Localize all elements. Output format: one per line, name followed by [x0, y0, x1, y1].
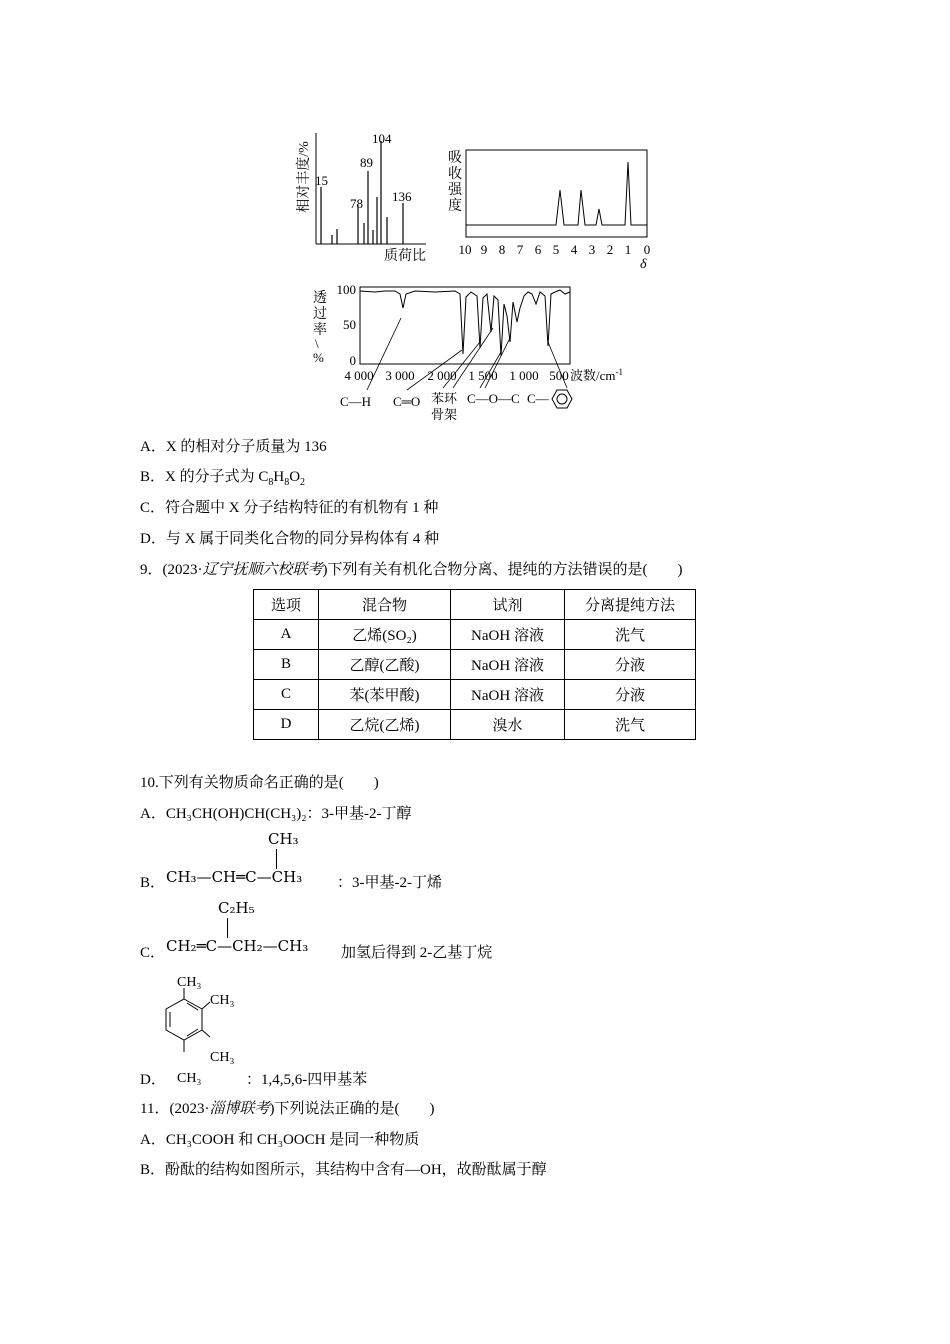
q10-option-b-structure [166, 830, 346, 894]
cell-reagent: NaOH 溶液 [451, 680, 565, 710]
q10-option-d-name: ：1,4,5,6-四甲基苯 [246, 1072, 368, 1088]
ir-spectrum [305, 282, 650, 427]
nmr-xlabel: δ [640, 257, 647, 270]
table-row [254, 620, 696, 650]
cell-mixture: 苯(苯甲酸) [319, 680, 451, 710]
nmr-tick-7: 7 [516, 242, 524, 257]
b-vertical-bond [276, 849, 277, 869]
ir-ytick-100: 100 [336, 282, 356, 297]
nmr-ylabel-4: 度 [448, 199, 462, 214]
ir-annot-ch: C—H [340, 394, 372, 409]
q11-stem: 11．(2023·淄博联考)下列说法正确的是( ) [140, 1101, 435, 1117]
q11-option-b: B．酚酞的结构如图所示，其结构中含有—OH，故酚酞属于醇 [140, 1162, 547, 1178]
q9-stem: 9．(2023·辽宁抚顺六校联考)下列有关有机化合物分离、提纯的方法错误的是( ) [140, 562, 683, 578]
header-reagent: 试剂 [451, 590, 565, 620]
cell-mixture: 乙醇(乙酸) [319, 650, 451, 680]
nmr-tick-3: 3 [588, 242, 596, 257]
q8-option-d: D．与 X 属于同类化合物的同分异构体有 4 种 [140, 531, 440, 547]
cell-mixture: 乙烷(乙烯) [319, 710, 451, 740]
nmr-tick-1: 1 [624, 242, 632, 257]
cell-reagent: NaOH 溶液 [451, 620, 565, 650]
ir-xtick-3000: 3 000 [385, 368, 415, 383]
ir-xtick-4000: 4 000 [344, 368, 374, 383]
cell-option: B [254, 650, 319, 680]
ir-annot-cph: C— [527, 391, 549, 406]
cell-method: 洗气 [565, 620, 696, 650]
nmr-tick-2: 2 [606, 242, 614, 257]
mass-spectrum [290, 125, 440, 267]
nmr-tick-8: 8 [498, 242, 506, 257]
c-main-chain: CH₂═C—CH₂—CH₃ [166, 937, 309, 955]
ir-xtick-500: 500 [549, 368, 569, 383]
q8-option-c: C．符合题中 X 分子结构特征的有机物有 1 种 [140, 500, 439, 516]
c-top-substituent: C₂H₅ [218, 899, 255, 917]
ms-peak-label-78: 78 [350, 196, 363, 211]
ir-xlabel: 波数$/cm^{-1}$ [570, 367, 623, 383]
table-row [254, 680, 696, 710]
d-methyl-2: CH₃ [210, 993, 235, 1008]
q10-option-c-label: C． [140, 945, 166, 961]
nmr-ylabel-1: 吸 [448, 151, 462, 166]
nmr-tick-6: 6 [534, 242, 542, 257]
header-option: 选项 [254, 590, 319, 620]
cell-reagent: 溴水 [451, 710, 565, 740]
table-row [254, 710, 696, 740]
q10-option-c-structure [166, 899, 346, 963]
ms-peak-label-136: 136 [392, 189, 412, 204]
cell-reagent: NaOH 溶液 [451, 650, 565, 680]
q10-option-d-label: D． [140, 1072, 166, 1088]
nmr-tick-5: 5 [552, 242, 560, 257]
q10-option-b-label: B． [140, 875, 166, 891]
b-top-substituent: CH₃ [268, 830, 299, 848]
ir-xtick-1500: 1 500 [468, 368, 498, 383]
ms-peak-label-89: 89 [360, 155, 373, 170]
nmr-spectrum [444, 140, 660, 270]
nmr-trace [466, 162, 647, 225]
cell-method: 分液 [565, 650, 696, 680]
ir-xtick-1000: 1 000 [509, 368, 539, 383]
ir-annot-ring1: 苯环 [431, 391, 458, 406]
c-vertical-bond [227, 918, 228, 938]
ms-peak-label-15: 15 [315, 173, 328, 188]
ir-ylabel-5: % [313, 350, 324, 365]
ir-ylabel-1: 透 [313, 291, 327, 306]
q10-stem: 10.下列有关物质命名正确的是( ) [140, 775, 379, 791]
cell-option: A [254, 620, 319, 650]
q11-option-a: A．CH₃COOH 和 CH₃OOCH 是同一种物质 [140, 1132, 420, 1148]
ms-ylabel: 相对丰度/% [297, 141, 312, 213]
ir-xtick-2000: 2 000 [427, 368, 457, 383]
d-methyl-1: CH₃ [177, 975, 202, 990]
ir-ytick-50: 50 [343, 317, 356, 332]
separation-table [253, 589, 696, 740]
nmr-ylabel-2: 收 [448, 167, 462, 182]
ir-annot-co: C═O [393, 394, 421, 409]
header-mixture: 混合物 [319, 590, 451, 620]
d-methyl-3: CH₃ [210, 1050, 235, 1065]
b-main-chain: CH₃—CH═C—CH₃ [166, 868, 303, 886]
nmr-ylabel-3: 强 [448, 183, 462, 198]
nmr-tick-0: 0 [643, 242, 651, 257]
nmr-tick-4: 4 [570, 242, 578, 257]
ir-ytick-0: 0 [349, 353, 356, 368]
ir-ylabel-3: 率 [313, 323, 327, 338]
q10-option-c-name: 加氢后得到 2-乙基丁烷 [341, 945, 493, 961]
d-methyl-4: CH₃ [177, 1071, 202, 1086]
nmr-tick-10: 10 [458, 242, 472, 257]
ir-annot-ring2: 骨架 [431, 407, 458, 422]
ms-xlabel: 质荷比 [384, 249, 426, 264]
benzene-ring-icon [552, 390, 572, 408]
header-method: 分离提纯方法 [565, 590, 696, 620]
ir-trace [360, 290, 570, 356]
table-row [254, 650, 696, 680]
ir-ylabel-4: \ [315, 336, 319, 351]
ms-peak-label-104: 104 [372, 131, 392, 146]
table-header-row [254, 590, 696, 620]
cell-method: 洗气 [565, 710, 696, 740]
cell-mixture: 乙烯(SO₂) [319, 620, 451, 650]
nmr-tick-9: 9 [480, 242, 488, 257]
q10-option-a: A．CH₃CH(OH)CH(CH₃)₂：3-甲基-2-丁醇 [140, 806, 412, 822]
cell-option: D [254, 710, 319, 740]
cell-method: 分液 [565, 680, 696, 710]
ir-annot-coc: C—O—C [467, 391, 520, 406]
q8-option-a: A．X 的相对分子质量为 136 [140, 439, 327, 455]
q10-option-d-structure [160, 966, 250, 1088]
q10-option-b-name: ：3-甲基-2-丁烯 [337, 875, 442, 891]
ir-ylabel-2: 过 [313, 307, 327, 322]
cell-option: C [254, 680, 319, 710]
q8-option-b: B．X 的分子式为 $C_8H_8O_2$ [140, 469, 306, 488]
